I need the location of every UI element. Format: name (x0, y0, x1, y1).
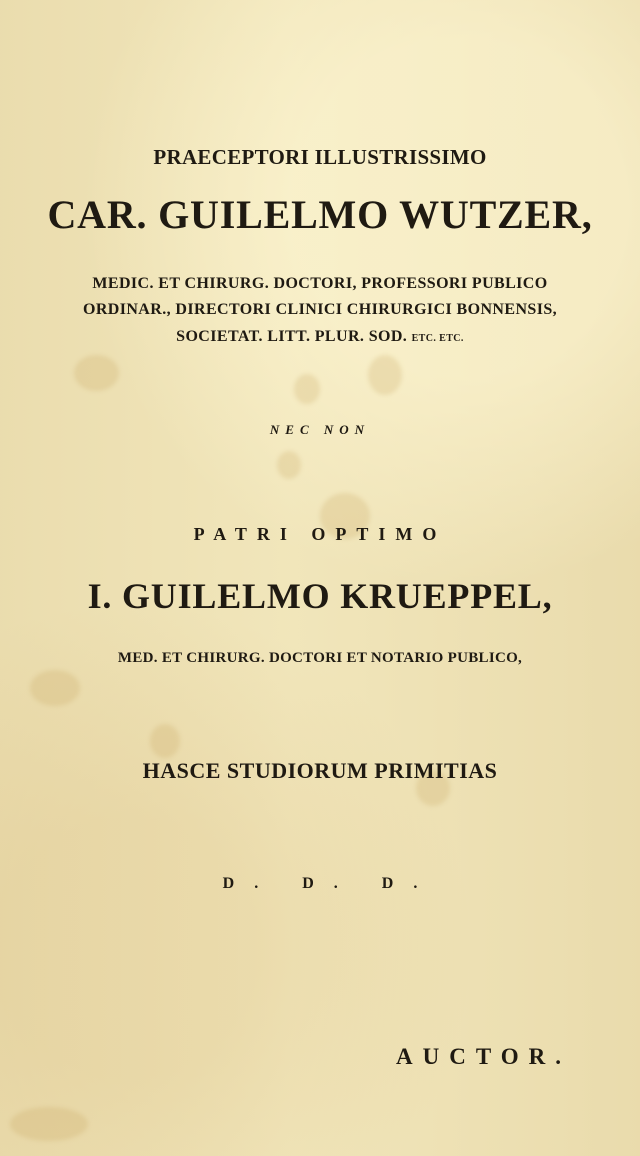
primary-title-line-3-main: SOCIETAT. LITT. PLUR. SOD. (176, 328, 408, 345)
primary-title-line-3-small: ETC. ETC. (411, 333, 464, 344)
secondary-dedicatee-name: I. GUILELMO KRUEPPEL, (87, 576, 553, 616)
secondary-heading: PATRI OPTIMO (193, 524, 447, 544)
paper-stain (294, 374, 320, 404)
primary-title-line-2: ORDINAR., DIRECTORI CLINICI CHIRURGICI BONNENSIS, (82, 301, 558, 318)
paper-stain (10, 1107, 88, 1141)
paper-stain (277, 451, 301, 479)
primary-title-line-3 (0, 329, 640, 345)
dedication-abbreviation: D. D. D. (222, 875, 438, 892)
dedicatory-line: HASCE STUDIORUM PRIMITIAS (142, 758, 498, 783)
primary-dedicatee-name: CAR. GUILELMO WUTZER, (47, 192, 593, 237)
paper-stain (30, 670, 80, 706)
primary-title-line-1: MEDIC. ET CHIRURG. DOCTORI, PROFESSORI PUBLICO (92, 275, 548, 292)
paper-stain (150, 724, 180, 758)
paper-stain (368, 355, 402, 395)
paper-stain (74, 355, 119, 391)
secondary-profession: MED. ET CHIRURG. DOCTORI ET NOTARIO PUBLICO, (117, 650, 523, 666)
texture-line (86, 449, 567, 488)
dedication-heading: PRAECEPTORI ILLUSTRISSIMO (153, 145, 487, 169)
author-signature: AUCTOR. (396, 1044, 572, 1069)
connector-text: NEC NON (269, 422, 371, 437)
